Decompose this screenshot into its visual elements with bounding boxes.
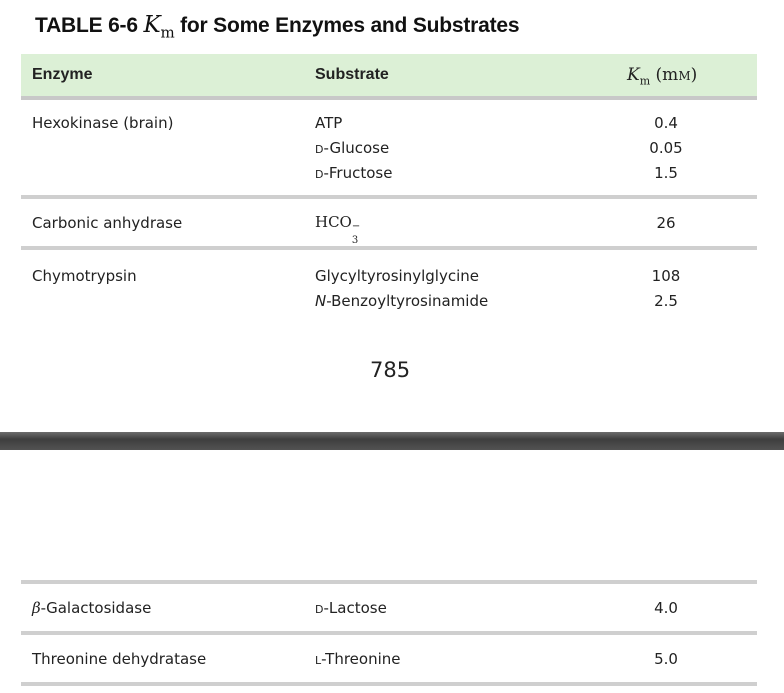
page-break-divider <box>0 432 784 450</box>
table-header <box>21 54 757 100</box>
substrate-name: N-Benzoyltyrosinamide <box>315 292 489 310</box>
enzyme-name: Threonine dehydratase <box>32 650 207 668</box>
title-km-symbol: $K_m$ <box>143 12 175 42</box>
km-value: 2.5 <box>654 292 678 310</box>
km-value: 26 <box>656 214 676 232</box>
enzyme-name: Carbonic anhydrase <box>32 214 183 232</box>
substrate-name: D-Fructose <box>315 164 393 182</box>
enzyme-name: Chymotrypsin <box>32 267 137 285</box>
substrate-name: ATP <box>315 114 343 132</box>
page-number: 785 <box>370 358 411 382</box>
row-divider <box>21 631 757 635</box>
substrate-name: L-Threonine <box>315 650 401 668</box>
table-title-suffix: for Some Enzymes and Substrates <box>180 14 520 37</box>
substrate-name: HCO − 3 <box>315 213 361 246</box>
substrate-name: Glycyltyrosinylglycine <box>315 267 479 285</box>
table-title <box>35 12 519 42</box>
km-value: 0.05 <box>649 139 683 157</box>
row-divider <box>21 580 757 584</box>
table-title-prefix: TABLE 6-6 <box>35 14 138 37</box>
row-divider <box>21 682 757 686</box>
km-value: 4.0 <box>654 599 678 617</box>
enzyme-name: Hexokinase (brain) <box>32 114 174 132</box>
enzyme-name: β-Galactosidase <box>32 599 152 617</box>
km-value: 1.5 <box>654 164 678 182</box>
substrate-name: D-Lactose <box>315 599 387 617</box>
km-value: 5.0 <box>654 650 678 668</box>
row-divider <box>21 195 757 199</box>
header-km: $K_m$ (mM) <box>627 65 698 88</box>
km-value: 0.4 <box>654 114 678 132</box>
row-divider <box>21 246 757 250</box>
substrate-name: D-Glucose <box>315 139 390 157</box>
header-enzyme: Enzyme <box>32 66 93 83</box>
km-value: 108 <box>651 267 681 285</box>
header-substrate: Substrate <box>315 66 389 83</box>
